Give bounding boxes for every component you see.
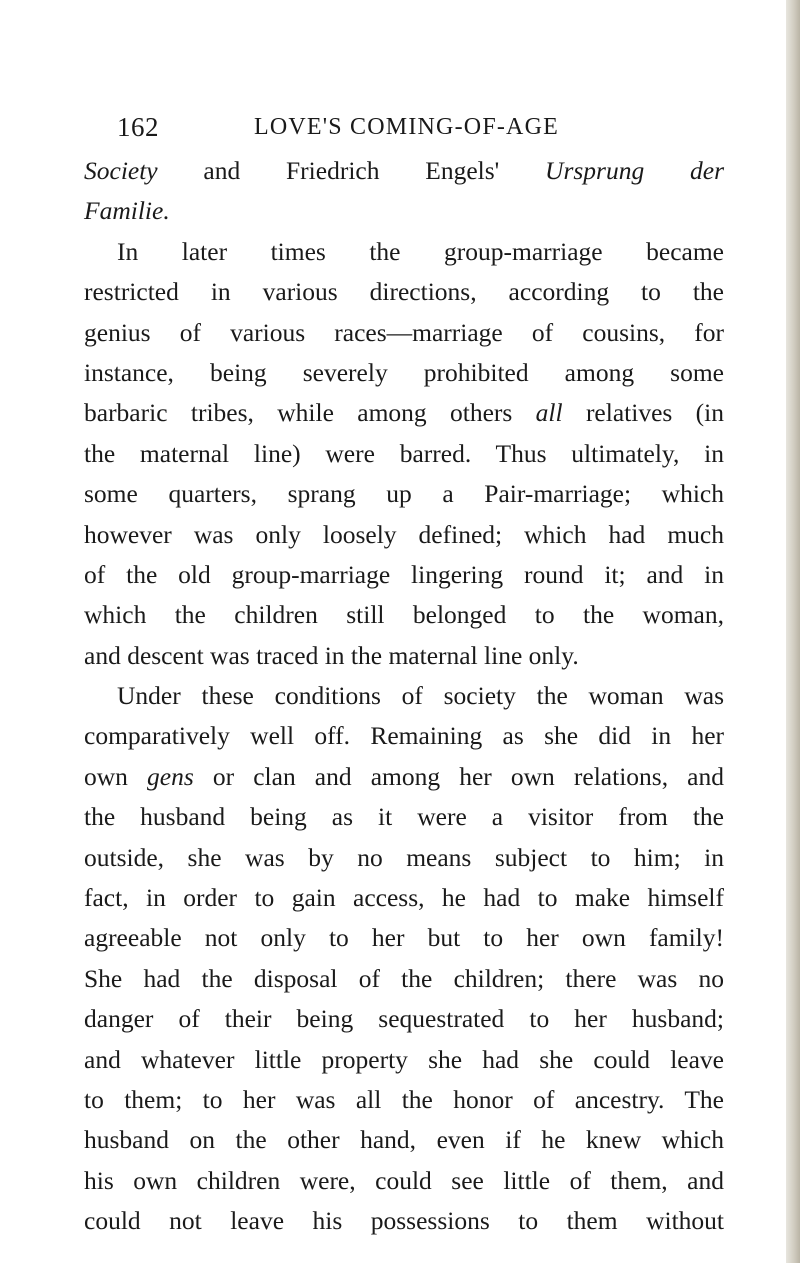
text-line: restricted in various directions, according to the xyxy=(84,277,724,307)
paragraph-start: Under these conditions of society the woman was xyxy=(117,681,724,711)
text-line: comparatively well off. Remaining as she did in her xyxy=(84,721,724,751)
text-line: however was only loosely defined; which had much xyxy=(84,519,724,549)
text-line: outside, she was by no means subject to him; in xyxy=(84,842,724,872)
page-number: 162 xyxy=(117,112,159,142)
text-line: agreeable not only to her but to her own family! xyxy=(84,923,724,953)
text-line: could not leave his possessions to them without xyxy=(84,1206,724,1236)
text-line: barbaric tribes, while among others all relatives (in xyxy=(84,398,724,428)
body-text xyxy=(84,151,724,1242)
italic-title: Ursprung der xyxy=(545,156,724,185)
text-line: and descent was traced in the maternal line only. xyxy=(84,640,579,670)
text-line: of the old group-marriage lingering round it; and in xyxy=(84,559,724,589)
page-edge-shadow xyxy=(786,0,800,1263)
text-line: his own children were, could see little of them, and xyxy=(84,1165,724,1195)
text-line: Society and Friedrich Engels' Ursprung der xyxy=(84,156,724,185)
text-line: which the children still belonged to the woman, xyxy=(84,600,724,630)
text-line: She had the disposal of the children; there was no xyxy=(84,963,724,993)
text-line xyxy=(84,191,724,231)
text-line: genius of various races—marriage of cousins, for xyxy=(84,317,724,347)
text-line: instance, being severely prohibited among some xyxy=(84,357,724,387)
text-line: danger of their being sequestrated to her husband; xyxy=(84,1004,724,1034)
italic-title: Familie. xyxy=(84,196,170,226)
italic-word: gens xyxy=(147,761,194,791)
text-line: fact, in order to gain access, he had to make himself xyxy=(84,883,724,913)
text-line: to them; to her was all the honor of ancestry. The xyxy=(84,1084,724,1114)
text-line: the husband being as it were a visitor from the xyxy=(84,802,724,832)
text-line: husband on the other hand, even if he knew which xyxy=(84,1125,724,1155)
text-line: own gens or clan and among her own relations, and xyxy=(84,761,724,791)
page-header xyxy=(117,112,730,152)
text-line: the maternal line) were barred. Thus ultimately, in xyxy=(84,438,724,468)
paragraph-start: In later times the group-marriage became xyxy=(117,236,724,266)
italic-title: Society xyxy=(84,156,158,185)
text-line: some quarters, sprang up a Pair-marriage; which xyxy=(84,479,724,509)
text-line: and whatever little property she had she could leave xyxy=(84,1044,724,1074)
italic-word: all xyxy=(535,398,563,428)
running-title: LOVE'S COMING-OF-AGE xyxy=(254,114,559,140)
